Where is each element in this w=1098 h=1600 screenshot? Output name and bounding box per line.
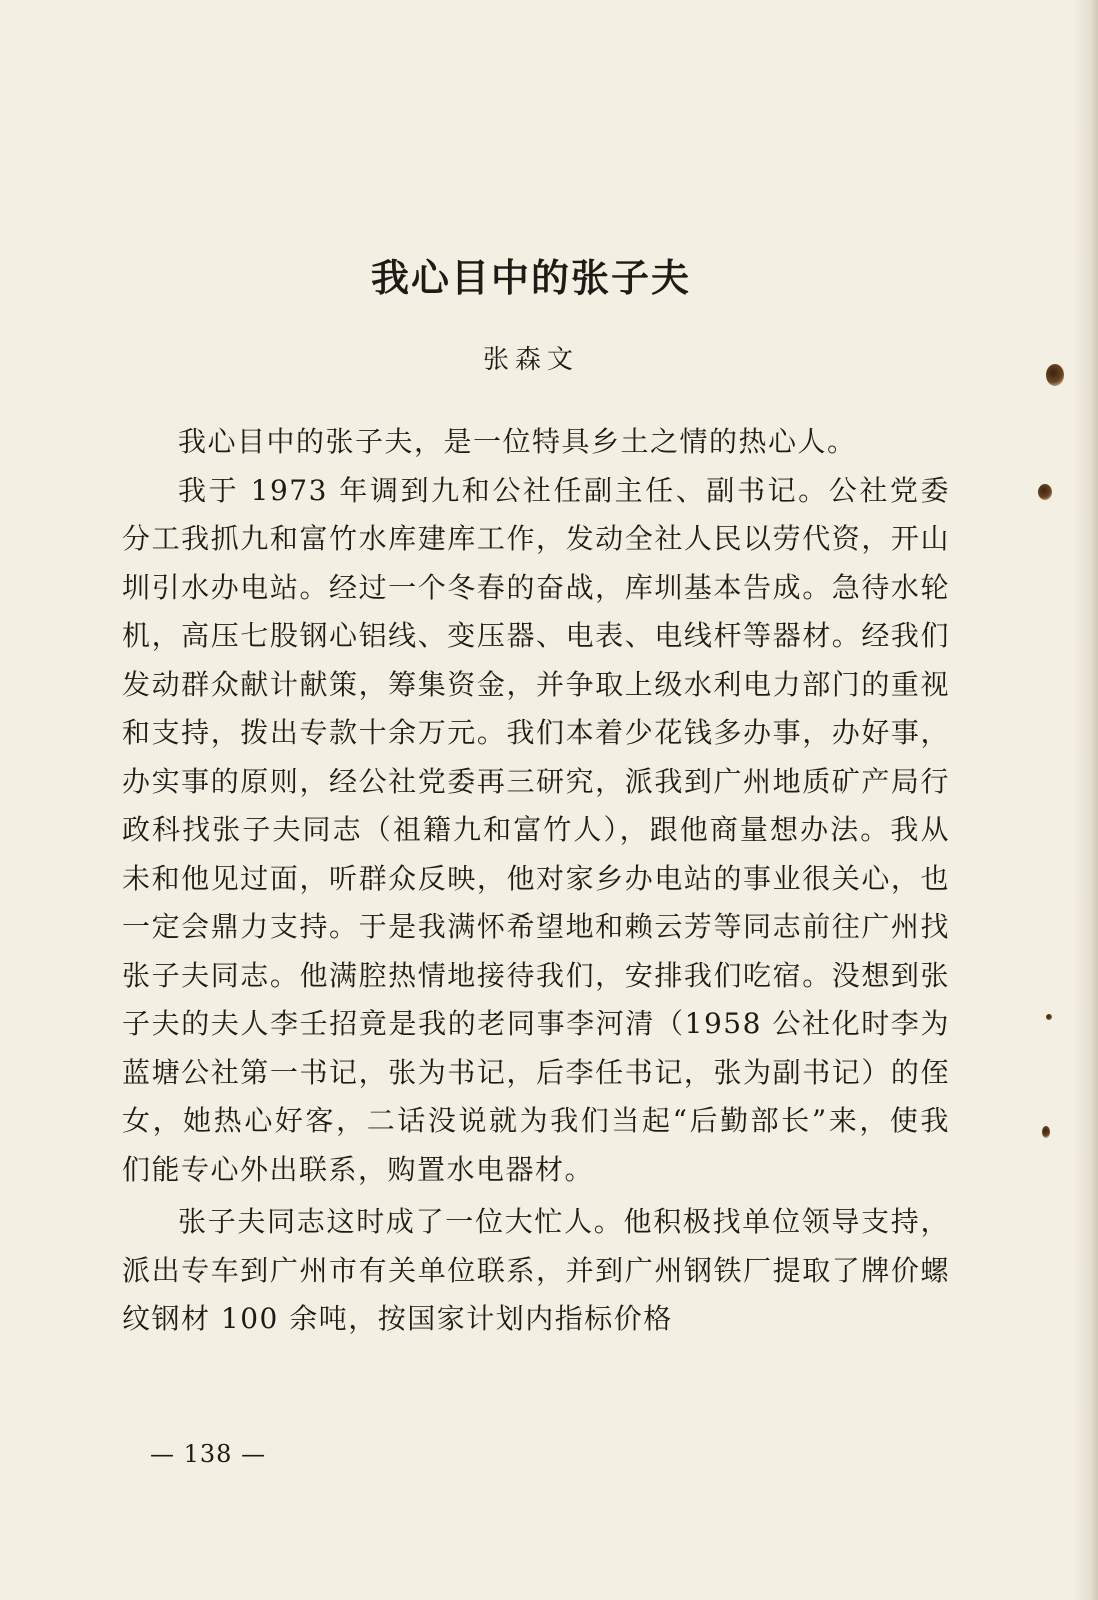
- page-number: — 138 —: [150, 1440, 267, 1468]
- paragraph: 张子夫同志这时成了一位大忙人。他积极找单位领导支持，派出专车到广州市有关单位联系，并到广州钢铁厂提取了牌价螺纹钢材 100 余吨，按国家计划内指标价格: [122, 1205, 950, 1335]
- paragraph: 我于 1973 年调到九和公社任副主任、副书记。公社党委分工我抓九和富竹水库建库工作，发动全社人民以劳代资，开山圳引水办电站。经过一个冬春的奋战，库圳基本告成。急待水轮机，高压七股钢心铝线、变压器、电表、电线杆等器材。经我们发动群众献计献策，筹集资金，并争取上级水利电力部门的重视和支持，拨出专款十余万元。我们本着少花钱多办事，办好事，办实事的原则，经公社党委再三研究，派我到广州地质矿产局行政科找张子夫同志（祖籍九和富竹人），跟他商量想办法。我从未和他见过面，听群众反映，他对家乡办电站的事业很关心，也一定会鼎力支持。于是我满怀希望地和赖云芳等同志前往广州找张子夫同志。他满腔热情地接待我们，安排我们吃宿。没想到张子夫的夫人李壬招竟是我的老同事李河清（1958 公社化时李为蓝塘公社第一书记，张为书记，后李任书记，张为副书记）的侄女，她热心好客，二话没说就为我们当起“后勤部长”来，使我们能专心外出联系，购置水电器材。: [122, 473, 950, 1186]
- article-body: [122, 418, 950, 1344]
- page-edge-shadow: [1074, 0, 1098, 1600]
- paragraph: 我心目中的张子夫，是一位特具乡土之情的热心人。: [178, 425, 857, 458]
- binding-hole-mark: [1046, 1014, 1052, 1020]
- article-title: 我心目中的张子夫: [370, 256, 691, 300]
- binding-hole-mark: [1042, 1126, 1050, 1138]
- binding-hole-mark: [1038, 484, 1052, 500]
- article-author: 张森文: [482, 345, 579, 375]
